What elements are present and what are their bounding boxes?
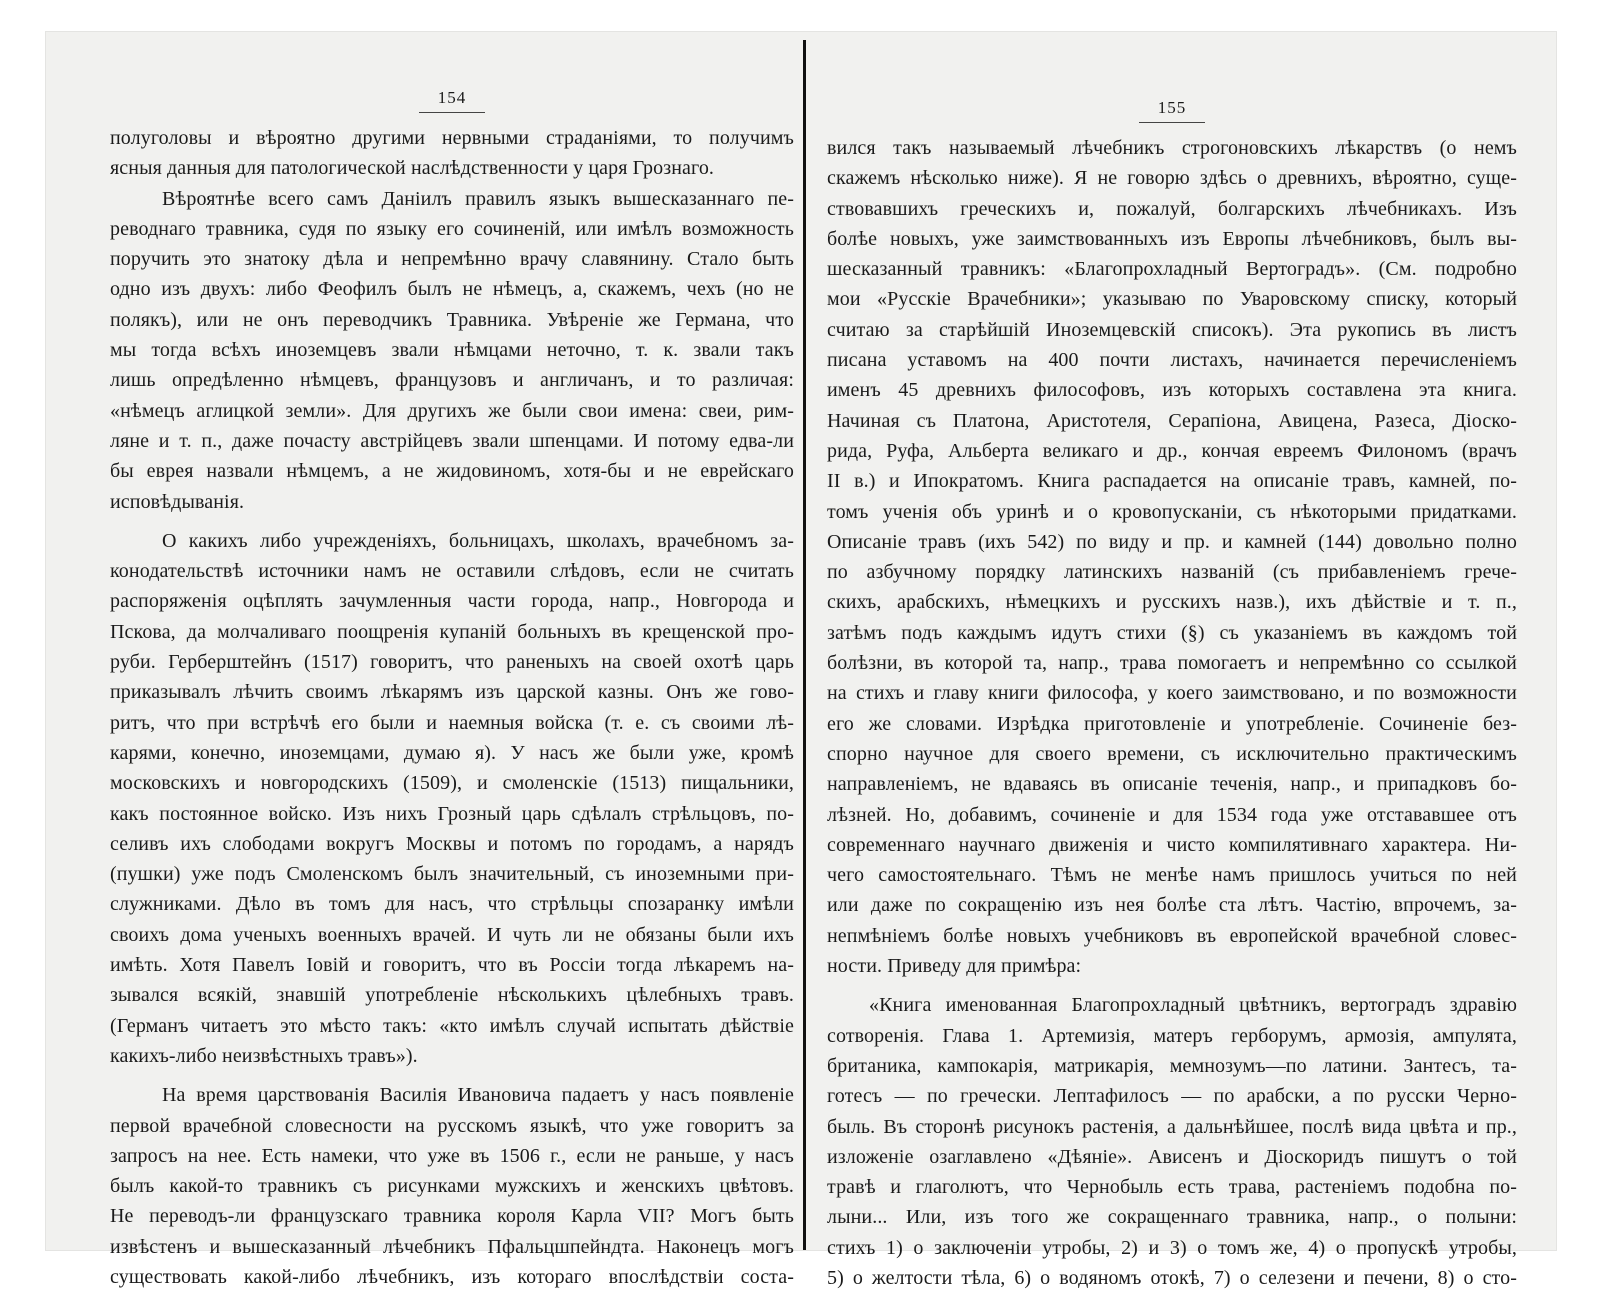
text-line: мы тогда всѣхъ иноземцевъ звали нѣмцами неточно, т. к. звали такъ [110, 339, 794, 362]
text-line: чего самостоятельнаго. Тѣмъ не менѣе намъ пришлось учиться по ней [827, 864, 1517, 887]
text-line: полуголовы и вѣроятно другими нервными страданіями, то получимъ [110, 127, 794, 149]
text-line: своихъ дома ученыхъ военныхъ врачей. И чуть ли не обязаны были ихъ [110, 923, 794, 946]
text-line: На время царствованія Василія Ивановича падаетъ у насъ появленіе [162, 1084, 794, 1107]
text-line: былъ какой-то травникъ съ рисунками мужскихъ и женскихъ цвѣтовъ. [110, 1175, 794, 1198]
text-line: Вѣроятнѣе всего самъ Даніилъ правилъ языкъ вышесказаннаго пе- [162, 187, 794, 210]
text-line: именъ 45 древнихъ философовъ, изъ которыхъ составлена эта книга. [827, 379, 1517, 402]
text-line: изложеніе озаглавлено «Дѣяніе». Ависенъ и Діоскоридъ пишутъ о той [827, 1145, 1517, 1168]
text-line: Пскова, да молчаливаго поощренія купаній больныхъ въ крещенской про- [110, 620, 794, 643]
text-line: считаю за старѣйшій Иноземцевскій списокъ). Эта рукопись въ листъ [827, 318, 1517, 341]
text-line: рида, Руфа, Альберта великаго и др., кончая евреемъ Филономъ (врачъ [827, 439, 1517, 462]
text-line: исповѣдыванія. [110, 490, 245, 513]
text-line: шесказанный травникъ: «Благопрохладный Вертоградъ». (См. подробно [827, 258, 1517, 281]
text-line: конодательствѣ источники намъ не оставили слѣдовъ, если не считать [110, 560, 794, 583]
text-line: существовать какой-либо лѣчебникъ, изъ котораго впослѣдствіи соста- [110, 1265, 794, 1288]
text-line: спорно научное для своего времени, съ исключительно практическимъ [827, 742, 1517, 765]
text-line: приказывалъ лѣчить своимъ лѣкарямъ изъ царской казны. Онъ же гово- [110, 681, 794, 704]
text-line: болѣе новыхъ, уже заимствованныхъ изъ Европы лѣчебниковъ, былъ вы- [827, 227, 1517, 250]
text-line: московскихъ и новгородскихъ (1509), и смоленскіе (1513) пищальники, [110, 772, 794, 795]
paragraph-gap [827, 981, 1517, 990]
text-line: современнаго научнаго движенія и чисто компилятивнаго характера. Ни- [827, 833, 1517, 856]
text-line: непмѣніемъ болѣе новыхъ учебниковъ въ европейской врачебной словес- [827, 924, 1517, 947]
text-line: быль. Въ сторонѣ рисунокъ растенія, а дальнѣйшее, послѣ вида цвѣта и пр., [827, 1115, 1517, 1138]
text-line: Начиная съ Платона, Аристотеля, Серапіона, Авицена, Разеса, Діоско- [827, 409, 1517, 432]
text-line: ности. Приведу для примѣра: [827, 955, 1082, 978]
text-line: травѣ и глаголютъ, что Чернобыль есть трава, растеніемъ подобна по- [827, 1176, 1517, 1199]
text-line: стихъ 1) о заключеніи утробы, 2) и 3) о томъ же, 4) о пропускѣ утробы, [827, 1236, 1517, 1259]
text-line: Описаніе травъ (ихъ 542) по виду и пр. и камней (144) довольно полно [827, 530, 1517, 553]
text-line: служниками. Дѣло въ томъ для насъ, что стрѣльцы спозаранку имѣли [110, 893, 794, 916]
paragraph-gap [110, 1071, 794, 1080]
text-line: направленіемъ, не вдаваясь въ описаніе теченія, напр., и припадковъ бо- [827, 773, 1517, 796]
text-line: полякъ), или не онъ переводчикъ Травника. Увѣреніе же Германа, что [110, 308, 794, 331]
text-line: II в.) и Ипократомъ. Книга распадается на описаніе травъ, камней, по- [827, 470, 1517, 493]
page-number-rule [1139, 122, 1205, 123]
text-line: какъ постоянное войско. Изъ нихъ Грозный царь сдѣлалъ стрѣльцовъ, по- [110, 802, 794, 825]
page-body [827, 133, 1517, 1293]
text-line: 5) о желтости тѣла, 6) о водяномъ отокѣ, 7) о селезени и печени, 8) о сто- [827, 1266, 1517, 1289]
text-line: ясныя данныя для патологической наслѣдственности у царя Грознаго. [110, 157, 715, 180]
page-number: 155 [1157, 98, 1187, 117]
text-line: ритъ, что при встрѣчѣ его были и наемныя войска (т. е. съ своими лѣ- [110, 711, 794, 734]
text-line: скажемъ нѣсколько ниже). Я не говорю здѣсь о древнихъ, вѣроятно, суще- [827, 167, 1517, 190]
text-line: бы еврея назвали нѣмцемъ, а не жидовиномъ, хотя-бы и не еврейскаго [110, 460, 794, 483]
text-line: готесъ — по гречески. Лептафилосъ — по арабски, а по русски Черно- [827, 1085, 1517, 1108]
text-line: «Книга именованная Благопрохладный цвѣтникъ, вертоградъ здравію [869, 994, 1517, 1017]
book-gutter [803, 40, 806, 1250]
text-line: извѣстенъ и вышесказанный лѣчебникъ Пфальцшпейндта. Наконецъ могъ [110, 1235, 794, 1258]
text-line: ствовавшихъ греческихъ и, пожалуй, болгарскихъ лѣчебникахъ. Изъ [827, 197, 1517, 220]
text-line: «нѣмецъ аглицкой земли». Для другихъ же были свои имена: свеи, рим- [110, 399, 794, 422]
text-line: селивъ ихъ слободами вокругъ Москвы и потомъ по городамъ, а нарядъ [110, 832, 794, 855]
text-line: вился такъ называемый лѣчебникъ строгоновскихъ лѣкарствъ (о немъ [827, 137, 1517, 159]
text-line: британика, кампокарія, матрикарія, мемнозумъ—по латини. Зантесъ, та- [827, 1054, 1517, 1077]
paragraph-gap [110, 517, 794, 526]
text-line: его же словами. Изрѣдка приготовленіе и употребленіе. Сочиненіе без- [827, 712, 1517, 735]
text-line: запросъ на нее. Есть намеки, что уже въ 1506 г., если не раньше, у насъ [110, 1144, 794, 1167]
text-line: руби. Герберштейнъ (1517) говоритъ, что раненыхъ на своей охотѣ царь [110, 651, 794, 674]
text-line: мои «Русскіе Врачебники»; указываю по Уваровскому списку, который [827, 288, 1517, 311]
text-line: сотворенія. Глава 1. Артемизія, матеръ герборумъ, армозія, ампулята, [827, 1024, 1517, 1047]
text-line: ляне и т. п., даже почасту австрійцевъ звали шпенцами. И потому едва-ли [110, 429, 794, 452]
text-line: по азбучному порядку латинскихъ названій (съ прибавленіемъ грече- [827, 561, 1517, 584]
right-page [827, 98, 1517, 1293]
text-line: реводнаго травника, судя по языку его сочиненій, или имѣлъ возможность [110, 217, 794, 240]
text-line: томъ ученія объ уринѣ и о кровопусканіи, съ нѣкоторыми придатками. [827, 500, 1517, 523]
left-page [110, 88, 794, 1292]
page-number: 154 [437, 88, 467, 107]
text-line: первой врачебной словесности на русскомъ языкѣ, что уже говоритъ за [110, 1114, 794, 1137]
text-line: одно изъ двухъ: либо Феофилъ былъ не нѣмецъ, а, скажемъ, чехъ (но не [110, 278, 794, 301]
text-line: зывался всякій, знавшій употребленіе нѣсколькихъ цѣлебныхъ травъ. [110, 984, 794, 1007]
text-line: поручить это знатоку дѣла и непремѣнно врачу славянину. Стало быть [110, 248, 794, 271]
text-line: на стихъ и главу книги философа, у коего заимствовано, и по возможности [827, 682, 1517, 705]
page-number-rule [419, 112, 485, 113]
text-line: Не переводъ-ли французскаго травника короля Карла VII? Могъ быть [110, 1205, 794, 1228]
text-line: лыни... Или, изъ того же сокращеннаго травника, напр., о полыни: [827, 1206, 1517, 1229]
text-line: О какихъ либо учрежденіяхъ, больницахъ, школахъ, врачебномъ за- [162, 529, 794, 552]
text-line: писана уставомъ на 400 почти листахъ, начинается перечисленіемъ [827, 349, 1517, 372]
text-line: карями, конечно, иноземцами, думаю я). У насъ же были уже, кромѣ [110, 741, 794, 764]
page-body [110, 123, 794, 1292]
text-line: болѣзни, въ которой та, напр., трава помогаетъ и непремѣнно со ссылкой [827, 652, 1517, 675]
text-line: лѣзней. Но, добавимъ, сочиненіе и для 1534 года уже отстававшее отъ [827, 803, 1517, 826]
text-line: лишь опредѣленно нѣмцевъ, французовъ и англичанъ, и то различая: [110, 369, 794, 392]
text-line: распоряженія оцѣплять зачумленныя части города, напр., Новгорода и [110, 590, 794, 613]
text-line: или даже по сокращенію изъ нея болѣе ста лѣтъ. Частію, впрочемъ, за- [827, 894, 1517, 917]
text-line: (пушки) уже подъ Смоленскомъ былъ значительный, съ иноземными при- [110, 863, 794, 886]
text-line: затѣмъ подъ каждымъ идутъ стихи (§) съ указаніемъ въ каждомъ той [827, 621, 1517, 644]
text-line: (Германъ читаетъ это мѣсто такъ: «кто имѣлъ случай испытать дѣйствіе [110, 1014, 794, 1037]
text-line: скихъ, арабскихъ, нѣмецкихъ и русскихъ назв.), ихъ дѣйствіе и т. п., [827, 591, 1517, 614]
text-line: имѣть. Хотя Павелъ Іовій и говоритъ, что въ Россіи тогда лѣкаремъ на- [110, 954, 794, 977]
text-line: какихъ-либо неизвѣстныхъ травъ»). [110, 1044, 418, 1067]
